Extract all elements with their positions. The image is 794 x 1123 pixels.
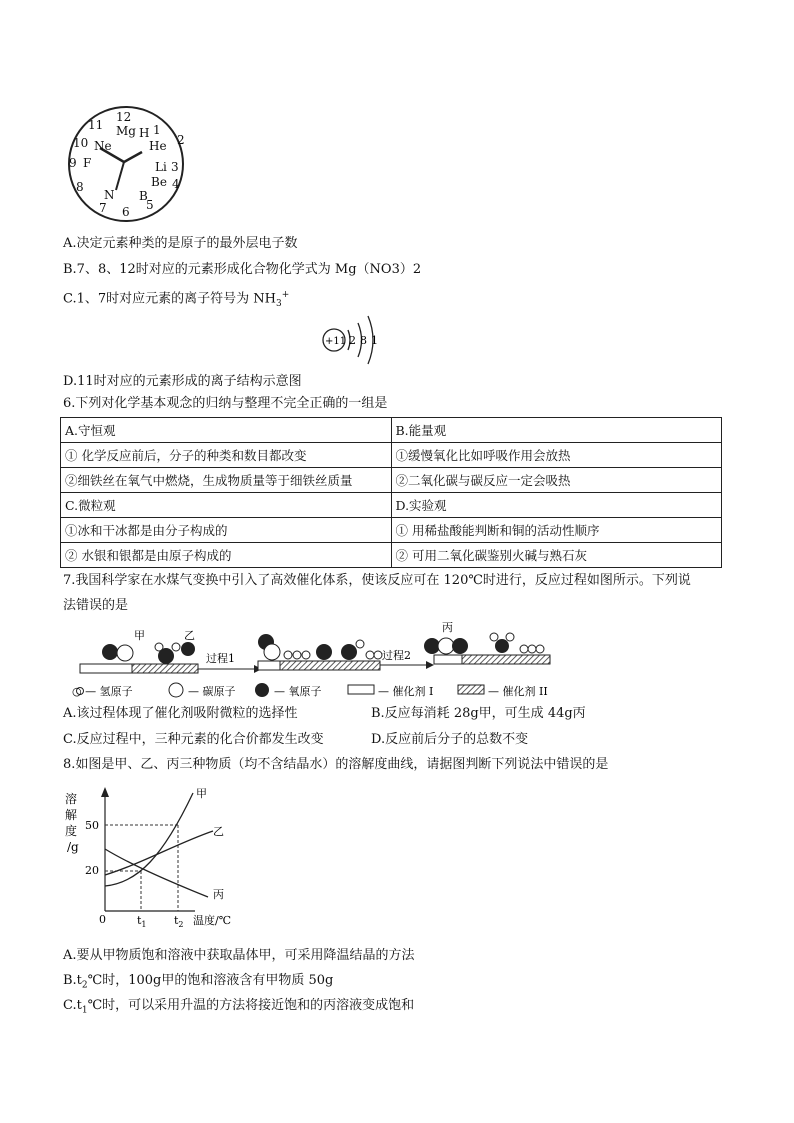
clock-el-ne: Ne — [94, 139, 112, 153]
q8-stem: 8.如图是甲、乙、丙三种物质（均不含结晶水）的溶解度曲线，请据图判断下列说法中错误的是 — [63, 757, 609, 772]
q7-stem-2: 法错误的是 — [63, 598, 129, 613]
t2-sub: 2 — [178, 920, 184, 929]
curve-label-bing: 丙 — [213, 888, 224, 901]
q5-option-b: B.7、8、12时对应的元素形成化合物化学式为 Mg（NO3）2 — [63, 262, 422, 277]
q5-option-c — [63, 286, 289, 313]
q5-option-c-text: C.1、7时对应元素的离子符号为 NH — [63, 291, 277, 307]
t1-main: t — [137, 914, 142, 927]
q8-option-a: A.要从甲物质饱和溶液中获取晶体甲，可采用降温结晶的方法 — [63, 948, 415, 963]
ylabel-2: 解 — [65, 808, 78, 822]
clock-el-li: Li — [155, 160, 167, 174]
y-tick-20: 20 — [85, 864, 99, 877]
q6-c-1: ①冰和干冰都是由分子构成的 — [61, 518, 392, 543]
legend-catalyst-2: — 催化剂 II — [488, 685, 548, 698]
curve-bing — [105, 849, 208, 897]
q8-c-pre: C.t — [63, 998, 82, 1013]
clock-num-8: 8 — [76, 180, 84, 194]
ylabel-1: 溶 — [65, 792, 78, 806]
q5-option-c-sub: 3 — [276, 298, 282, 309]
clock-num-3: 3 — [171, 160, 179, 174]
t1-sub: 1 — [141, 920, 147, 929]
q8-c-sub: 1 — [81, 1005, 88, 1016]
clock-num-1: 1 — [153, 123, 161, 137]
clock-num-11: 11 — [88, 118, 104, 132]
ion-shell-2: 8 — [360, 334, 367, 347]
ion-structure-diagram — [318, 311, 384, 369]
clock-num-10: 10 — [73, 136, 89, 150]
q8-option-b — [63, 972, 333, 995]
q5-option-d: D.11时对应的元素形成的离子结构示意图 — [63, 374, 302, 389]
clock-second-hand — [116, 162, 124, 190]
clock-num-6: 6 — [122, 205, 130, 219]
q6-d-2: ② 可用二氧化碳鉴别火碱与熟石灰 — [391, 543, 722, 568]
curve-yi — [105, 831, 213, 875]
element-clock-figure — [64, 102, 192, 226]
q5-option-a: A.决定元素种类的是原子的最外层电子数 — [63, 236, 298, 251]
clock-minute-hand — [124, 152, 142, 162]
q7-option-a: A.该过程体现了催化剂吸附微粒的选择性 — [63, 706, 298, 721]
clock-el-b: B — [139, 189, 148, 203]
clock-el-he: He — [149, 139, 167, 153]
t2-main: t — [174, 914, 179, 927]
ylabel-3: 度 — [65, 824, 78, 838]
x-tick-t1 — [137, 914, 147, 929]
legend-hydrogen: ○ — 氢原子 — [72, 685, 133, 698]
q6-a-head: A.守恒观 — [61, 418, 392, 443]
y-tick-50: 50 — [85, 819, 99, 832]
q6-c-head: C.微粒观 — [61, 493, 392, 518]
q6-table — [60, 417, 722, 568]
q6-a-1: ① 化学反应前后，分子的种类和数目都改变 — [61, 443, 392, 468]
clock-el-be: Be — [151, 175, 167, 189]
q5-option-c-sup: + — [281, 290, 290, 300]
q7-stem-1: 7.我国科学家在水煤气变换中引入了高效催化体系，使该反应可在 120℃时进行，反应过程如图所示。下列说 — [63, 573, 691, 588]
clock-el-n: N — [104, 188, 115, 202]
q7-option-c: C.反应过程中，三种元素的化合价都发生改变 — [63, 732, 324, 747]
legend-oxygen: — 氧原子 — [274, 685, 322, 698]
q6-stem: 6.下列对化学基本观念的归纳与整理不完全正确的一组是 — [63, 396, 388, 411]
q8-c-post: ℃时，可以采用升温的方法将接近饱和的丙溶液变成饱和 — [87, 998, 415, 1013]
ylabel-4: /g — [67, 840, 79, 854]
ion-nucleus-charge: +11 — [325, 336, 347, 347]
q8-b-sub: 2 — [81, 980, 88, 991]
origin-label: 0 — [99, 913, 106, 926]
q6-b-head: B.能量观 — [391, 418, 722, 443]
q7-option-b: B.反应每消耗 28g甲，可生成 44g丙 — [371, 706, 586, 721]
q6-b-2: ②二氧化碳与碳反应一定会吸热 — [391, 468, 722, 493]
clock-el-h: H — [139, 126, 150, 140]
ion-shell-3: 1 — [371, 334, 378, 347]
label-jia: 甲 — [134, 629, 145, 642]
curve-label-jia: 甲 — [196, 787, 207, 800]
clock-num-7: 7 — [99, 201, 107, 215]
label-yi: 乙 — [184, 629, 195, 642]
clock-num-12: 12 — [116, 110, 132, 124]
q8-b-post: ℃时，100g甲的饱和溶液含有甲物质 50g — [87, 973, 334, 988]
label-process-1: 过程1 — [206, 652, 235, 665]
solubility-curve-graph — [63, 781, 263, 931]
q6-c-2: ② 水银和银都是由原子构成的 — [61, 543, 392, 568]
clock-el-mg: Mg — [116, 124, 136, 138]
x-axis-label: 温度/℃ — [193, 914, 232, 927]
label-process-2: 过程2 — [382, 649, 411, 662]
clock-num-9: 9 — [69, 156, 77, 170]
clock-num-4: 4 — [172, 177, 180, 191]
ion-shell-1: 2 — [349, 334, 356, 347]
curve-label-yi: 乙 — [213, 825, 224, 838]
q8-b-pre: B.t — [63, 973, 82, 988]
legend-carbon: — 碳原子 — [188, 685, 236, 698]
x-tick-t2 — [174, 914, 184, 929]
clock-el-f: F — [83, 156, 92, 170]
q8-option-c — [63, 997, 414, 1020]
clock-num-5: 5 — [146, 198, 154, 212]
label-bing: 丙 — [442, 621, 453, 634]
q6-a-2: ②细铁丝在氧气中燃烧，生成物质量等于细铁丝质量 — [61, 468, 392, 493]
reaction-process-diagram — [66, 619, 566, 699]
q6-d-head: D.实验观 — [391, 493, 722, 518]
q7-option-d: D.反应前后分子的总数不变 — [371, 732, 529, 747]
clock-num-2: 2 — [177, 133, 185, 147]
q6-b-1: ①缓慢氧化比如呼吸作用会放热 — [391, 443, 722, 468]
legend-catalyst-1: — 催化剂 I — [378, 685, 434, 698]
q6-d-1: ① 用稀盐酸能判断和铜的活动性顺序 — [391, 518, 722, 543]
